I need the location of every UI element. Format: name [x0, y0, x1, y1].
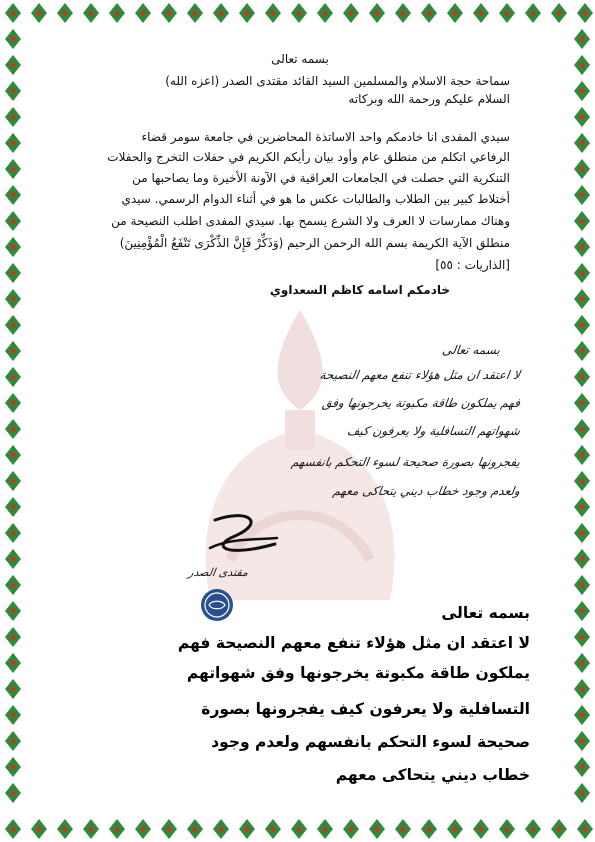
letter-body-line: وهناك ممارسات لا العرف ولا الشرع يسمح بها. سيدي المفدى اطلب النصيحة من — [111, 214, 510, 228]
border-tile-dot — [10, 634, 15, 639]
border-tile-dot — [452, 826, 457, 831]
border-tile-dot — [218, 10, 223, 15]
border-tile-dot — [530, 826, 535, 831]
border-tile-dot — [166, 10, 171, 15]
transcription-line: صحيحة لسوء التحكم بانفسهم ولعدم وجود — [211, 733, 530, 751]
handwritten-line: شهواتهم التسافلية ولا يعرفون كيف — [346, 424, 521, 438]
border-tile-dot — [10, 374, 15, 379]
border-tile-dot — [140, 10, 145, 15]
border-tile-dot — [62, 10, 67, 15]
ornamental-border-right — [569, 0, 595, 842]
border-tile-dot — [10, 686, 15, 691]
border-tile-dot — [556, 826, 561, 831]
border-tile-dot — [296, 826, 301, 831]
border-tile-dot — [114, 10, 119, 15]
letter-body-line: أختلاط كبير بين الطلاب والطالبات عكس ما هو في أثناء الدوام الرسمي. سيدي — [121, 192, 510, 206]
border-tile-dot — [579, 36, 584, 41]
border-tile-dot — [140, 826, 145, 831]
border-tile-dot — [579, 400, 584, 405]
border-tile-dot — [579, 504, 584, 509]
border-tile-dot — [10, 764, 15, 769]
border-tile-dot — [579, 348, 584, 353]
border-tile-dot — [10, 166, 15, 171]
transcription-line: التسافلية ولا يعرفون كيف يفجرونها بصورة — [201, 700, 530, 718]
border-tile-dot — [579, 478, 584, 483]
border-tile-dot — [10, 140, 15, 145]
signature-name: مقتدى الصدر — [187, 566, 249, 579]
border-tile-dot — [348, 826, 353, 831]
border-tile-dot — [10, 296, 15, 301]
border-tile-dot — [579, 764, 584, 769]
border-tile-dot — [478, 10, 483, 15]
border-tile-dot — [10, 582, 15, 587]
border-tile-dot — [579, 712, 584, 717]
border-tile-dot — [10, 322, 15, 327]
border-tile-dot — [10, 62, 15, 67]
border-tile-dot — [10, 88, 15, 93]
border-tile-dot — [192, 10, 197, 15]
border-tile-dot — [579, 270, 584, 275]
border-tile-dot — [322, 10, 327, 15]
border-tile-dot — [88, 826, 93, 831]
border-tile-dot — [579, 374, 584, 379]
border-tile-dot — [348, 10, 353, 15]
border-tile-dot — [10, 192, 15, 197]
border-tile-dot — [10, 36, 15, 41]
border-tile-dot — [579, 634, 584, 639]
border-tile-dot — [579, 660, 584, 665]
border-tile-dot — [10, 660, 15, 665]
handwritten-line: لا اعتقد ان مثل هؤلاء تنفع معهم النصيحة — [318, 368, 521, 382]
border-tile-dot — [504, 826, 509, 831]
border-tile-dot — [10, 790, 15, 795]
border-tile-dot — [579, 140, 584, 145]
border-tile-dot — [504, 10, 509, 15]
border-tile-dot — [218, 826, 223, 831]
border-tile-dot — [192, 826, 197, 831]
border-tile-dot — [400, 10, 405, 15]
border-tile-dot — [579, 556, 584, 561]
border-tile-dot — [579, 322, 584, 327]
border-tile-dot — [478, 826, 483, 831]
border-tile-dot — [579, 426, 584, 431]
border-tile-dot — [10, 478, 15, 483]
letter-addressee: سماحة حجة الاسلام والمسلمين السيد القائد مقتدى الصدر (اعزه الله) — [165, 74, 510, 88]
signature-scribble — [195, 508, 285, 568]
handwritten-line: بسمه تعالى — [441, 343, 501, 357]
handwritten-line: ولعدم وجود خطاب ديني يتحاكى معهم — [331, 484, 521, 498]
border-tile-dot — [374, 10, 379, 15]
border-tile-dot — [10, 218, 15, 223]
border-tile-dot — [10, 608, 15, 613]
border-tile-dot — [10, 348, 15, 353]
border-tile-dot — [579, 452, 584, 457]
transcription-line: خطاب ديني يتحاكى معهم — [335, 766, 530, 784]
border-tile-dot — [10, 504, 15, 509]
letter-body-line: [الذاريات : ٥٥] — [435, 258, 510, 272]
border-tile-dot — [579, 738, 584, 743]
border-tile-dot — [10, 738, 15, 743]
border-tile-dot — [270, 10, 275, 15]
border-tile-dot — [579, 166, 584, 171]
letter-body-line: منطلق الآية الكريمة بسم الله الرحمن الرحيم (وَذَكِّرْ فَإِنَّ الذِّكْرَى تَنْفَعُ الْمُؤْمِنِينَ) — [119, 236, 510, 250]
border-tile-dot — [88, 10, 93, 15]
transcription-line: لا اعتقد ان مثل هؤلاء تنفع معهم النصيحة فهم — [177, 634, 530, 652]
border-tile-dot — [579, 790, 584, 795]
border-tile-dot — [579, 608, 584, 613]
letter-basmala: بسمه تعالى — [271, 52, 329, 66]
letter-signoff: خادمكم اسامه كاظم السعداوي — [269, 283, 450, 297]
border-tile-dot — [10, 114, 15, 119]
border-tile-dot — [114, 826, 119, 831]
border-tile-dot — [579, 88, 584, 93]
transcription-title: بسمه تعالى — [441, 604, 530, 622]
border-tile-dot — [10, 556, 15, 561]
border-tile-dot — [374, 826, 379, 831]
border-tile-dot — [270, 826, 275, 831]
ornamental-border-top — [0, 0, 595, 26]
border-tile-dot — [10, 244, 15, 249]
handwritten-line: فهم يملكون طاقة مكبوتة يخرجونها وفق — [321, 396, 521, 410]
border-tile-dot — [579, 530, 584, 535]
border-tile-dot — [579, 686, 584, 691]
letter-greeting: السلام عليكم ورحمة الله وبركاته — [348, 92, 510, 106]
ornamental-border-left — [0, 0, 26, 842]
border-tile-dot — [10, 452, 15, 457]
border-tile-dot — [36, 826, 41, 831]
border-tile-dot — [36, 10, 41, 15]
border-tile-dot — [296, 10, 301, 15]
border-tile-dot — [322, 826, 327, 831]
official-seal — [200, 588, 234, 622]
border-tile-dot — [579, 192, 584, 197]
border-tile-dot — [244, 826, 249, 831]
border-tile-dot — [426, 826, 431, 831]
letter-body-line: سيدي المفدى انا خادمكم واحد الاساتذة المحاضرين في جامعة سومر قضاء — [141, 130, 510, 144]
border-tile-dot — [579, 582, 584, 587]
border-tile-dot — [10, 712, 15, 717]
border-tile-dot — [10, 270, 15, 275]
border-tile-dot — [62, 826, 67, 831]
border-tile-dot — [426, 10, 431, 15]
border-tile-dot — [10, 426, 15, 431]
transcription-line: يملكون طاقة مكبوتة يخرجونها وفق شهواتهم — [186, 664, 530, 682]
border-tile-dot — [579, 296, 584, 301]
border-tile-dot — [244, 10, 249, 15]
border-tile-dot — [10, 400, 15, 405]
border-tile-dot — [10, 530, 15, 535]
border-tile-dot — [530, 10, 535, 15]
border-tile-dot — [556, 10, 561, 15]
border-tile-dot — [166, 826, 171, 831]
letter-body-line: الرفاعي اتكلم من منطلق عام وأود بيان رأيكم الكريم في حفلات التخرج والحفلات — [107, 150, 510, 164]
border-tile-dot — [579, 62, 584, 67]
border-tile-dot — [579, 218, 584, 223]
border-tile-dot — [579, 244, 584, 249]
letter-body-line: التنكرية التي حصلت في الجامعات العراقية في الآونة الأخيرة وما يصاحبها من — [132, 171, 510, 185]
ornamental-border-bottom — [0, 816, 595, 842]
handwritten-line: يفجرونها بصورة صحيحة لسوء التحكم بانفسهم — [290, 455, 521, 469]
border-tile-dot — [400, 826, 405, 831]
border-tile-dot — [452, 10, 457, 15]
border-tile-dot — [579, 114, 584, 119]
